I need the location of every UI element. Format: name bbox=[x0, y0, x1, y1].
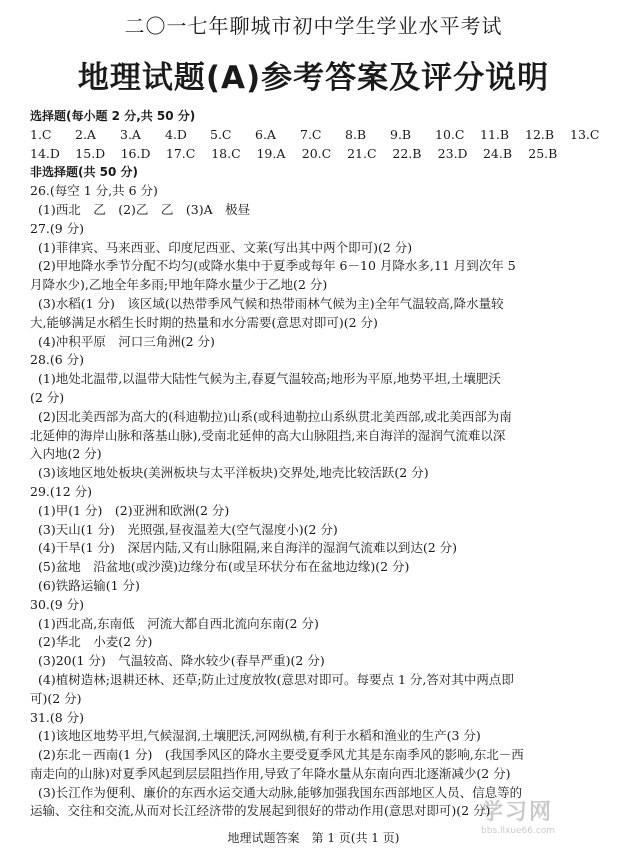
choice-answer: 8.B bbox=[345, 126, 367, 142]
answer-line: 北延伸的海岸山脉和落基山脉),受南北延伸的高大山脉阻挡,来自海洋的湿润气流难以深 bbox=[30, 427, 506, 443]
choice-answers-row-1 bbox=[30, 126, 615, 145]
choice-answer: 16.D bbox=[120, 145, 151, 161]
choice-answer: 15.D bbox=[75, 145, 106, 161]
choice-answer: 23.D bbox=[437, 145, 468, 161]
answer-line: (2 分) bbox=[30, 389, 65, 405]
answer-line: (1)西北高,东南低 河流大都自西北流向东南(2 分) bbox=[38, 615, 319, 631]
answer-line: (4)植树造林;退耕还林、还草;防止过度放牧(意思对即可。每要点 1 分,答对其中两点即 bbox=[38, 671, 514, 687]
answer-content bbox=[30, 107, 615, 821]
choice-answer: 25.B bbox=[528, 145, 558, 161]
answer-line: (3)长江作为便利、廉价的东西水运交通大动脉,能够加强我国东西部地区人员、信息等的 bbox=[38, 784, 523, 800]
answer-line: (1)甲(1 分) (2)亚洲和欧洲(2 分) bbox=[38, 502, 230, 518]
choice-answer: 7.C bbox=[300, 126, 322, 142]
watermark-logo bbox=[481, 795, 621, 835]
choice-answer: 5.C bbox=[210, 126, 232, 142]
answer-line: 月降水少),乙地全年多雨;甲地年降水量少于乙地(2 分) bbox=[30, 277, 328, 293]
answer-line: (1)地处北温带,以温带大陆性气候为主,春夏气温较高;地形为平原,地势平坦,土壤肥沃 bbox=[38, 371, 501, 387]
choice-answer: 9.B bbox=[390, 126, 412, 142]
answer-line: 运输、交往和交流,从而对长江经济带的发展起到很好的带动作用(意思对即可)(2 分) bbox=[30, 803, 491, 819]
answer-line: (2)华北 小麦(2 分) bbox=[38, 634, 153, 650]
choice-answer: 2.A bbox=[75, 126, 96, 142]
answer-line: (3)天山(1 分) 光照强,昼夜温差大(空气湿度小)(2 分) bbox=[38, 521, 338, 537]
answer-line: (4)干旱(1 分) 深居内陆,又有山脉阻隔,来自海洋的湿润气流难以到达(2 分) bbox=[38, 540, 458, 556]
choice-answer: 14.D bbox=[30, 145, 60, 161]
answer-line: (1)菲律宾、马来西亚、印度尼西亚、文莱(写出其中两个即可)(2 分) bbox=[38, 239, 413, 255]
answer-line: (3)该地区地处板块(美洲板块与太平洋板块)交界处,地壳比较活跃(2 分) bbox=[38, 465, 429, 481]
question-28-number: 28.(6 分) bbox=[30, 352, 85, 368]
answer-key-title: 地理试题(A)参考答案及评分说明 bbox=[77, 60, 550, 96]
section-heading-nonchoice: 非选择题(共 50 分) bbox=[30, 165, 139, 180]
answer-line: (2)因北美西部为高大的(科迪勒拉)山系(或科迪勒拉山系纵贯北美西部,或北美西部为南 bbox=[38, 408, 512, 424]
choice-answer: 4.D bbox=[165, 126, 187, 142]
answer-line: (1)西北 乙 (2)乙 乙 (3)A 极昼 bbox=[38, 201, 251, 217]
choice-answer: 13.C bbox=[570, 126, 600, 142]
question-30-number: 30.(9 分) bbox=[30, 596, 85, 612]
choice-answer: 17.C bbox=[165, 145, 196, 161]
page-footer: 地理试题答案 第 1 页(共 1 页) bbox=[227, 831, 400, 845]
choice-answers-row-2 bbox=[30, 145, 615, 164]
answer-line: 入内地(2 分) bbox=[30, 446, 102, 462]
answer-line: (3)20(1 分) 气温较高、降水较少(春旱严重)(2 分) bbox=[38, 653, 325, 669]
answer-line: (3)水稻(1 分) 该区域(以热带季风气候和热带雨林气候为主)全年气温较高,降水量较 bbox=[38, 295, 504, 311]
answer-line: (6)铁路运输(1 分) bbox=[38, 577, 140, 593]
choice-answer: 1.C bbox=[30, 126, 52, 142]
choice-answer: 10.C bbox=[435, 126, 465, 142]
answer-line: (1)该地区地势平坦,气候湿润,土壤肥沃,河网纵横,有利于水稻和渔业的生产(3 分) bbox=[38, 728, 481, 744]
question-31-number: 31.(8 分) bbox=[30, 709, 85, 725]
choice-answer: 6.A bbox=[255, 126, 276, 142]
question-26-number: 26.(每空 1 分,共 6 分) bbox=[30, 183, 158, 199]
choice-answer: 3.A bbox=[120, 126, 141, 142]
choice-answer: 21.C bbox=[347, 145, 377, 161]
section-heading-choice: 选择题(每小题 2 分,共 50 分) bbox=[30, 109, 196, 123]
choice-answer: 20.C bbox=[301, 145, 332, 161]
answer-line: 大,能够满足水稻生长时期的热量和水分需要(意思对即可)(2 分) bbox=[30, 314, 378, 330]
choice-answer: 12.B bbox=[525, 126, 555, 142]
question-29-number: 29.(12 分) bbox=[30, 483, 93, 499]
choice-answer: 11.B bbox=[480, 126, 510, 142]
answer-line: 南走向的山脉)对夏季风起到层层阻挡作用,导致了年降水量从东南向西北逐渐减少(2 分) bbox=[30, 765, 511, 781]
watermark-logo-text: 学习网 bbox=[481, 800, 554, 825]
answer-line: (2)甲地降水季节分配不均匀(或降水集中于夏季或每年 6－10 月降水多,11 月到次年 5 bbox=[38, 258, 516, 274]
watermark-url: bbs.llxue66.com bbox=[481, 826, 556, 836]
answer-line: (2)东北－西南(1 分) (我国季风区的降水主要受夏季风尤其是东南季风的影响,东北－西 bbox=[38, 747, 524, 763]
answer-line: (5)盆地 沿盆地(或沙漠)边缘分布(或呈环状分布在盆地边缘)(2 分) bbox=[38, 559, 410, 575]
answer-line: 可)(2 分) bbox=[30, 690, 82, 706]
choice-answer: 22.B bbox=[392, 145, 422, 161]
question-27-number: 27.(9 分) bbox=[30, 220, 85, 236]
choice-answer: 24.B bbox=[482, 145, 513, 161]
choice-answer: 19.A bbox=[256, 145, 286, 161]
answer-line: (4)冲积平原 河口三角洲(2 分) bbox=[38, 333, 215, 349]
exam-title: 二〇一七年聊城市初中学生学业水平考试 bbox=[124, 14, 503, 38]
choice-answer: 18.C bbox=[211, 145, 241, 161]
